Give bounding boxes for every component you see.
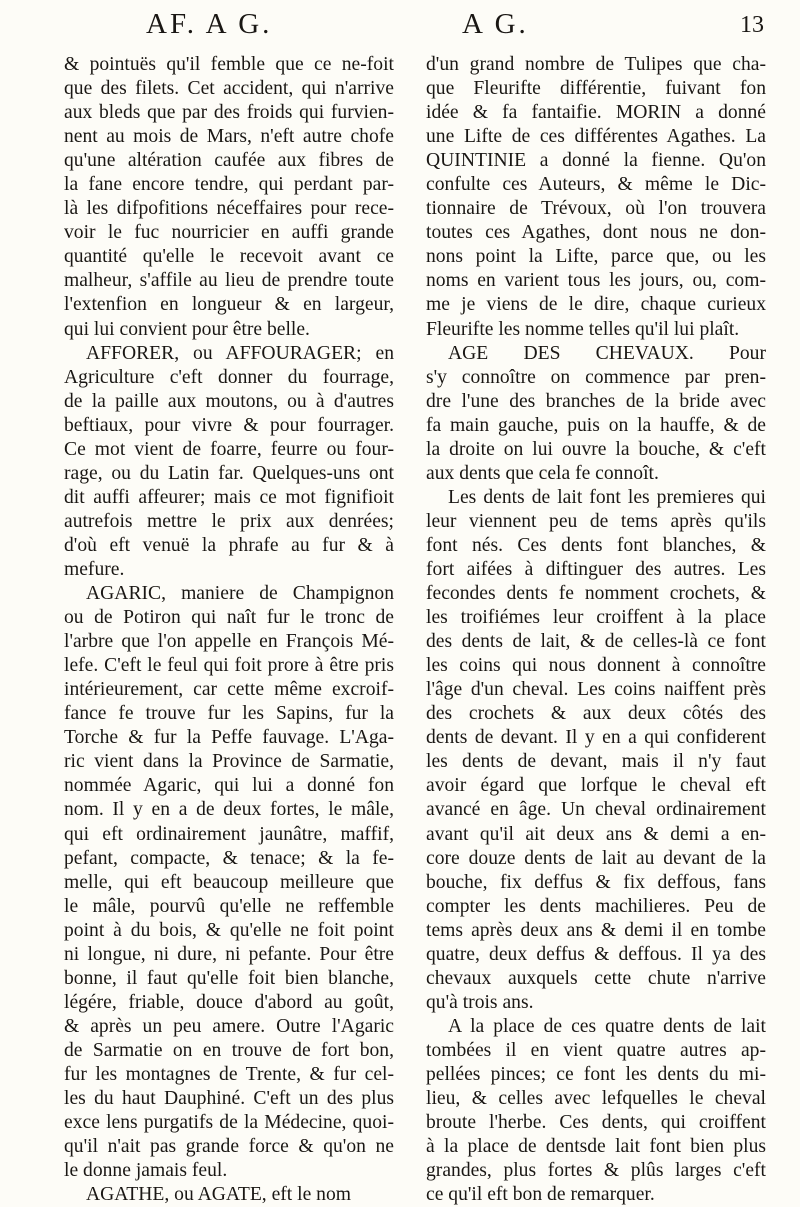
text-line: mefure. bbox=[64, 558, 125, 580]
text-line: ric vient dans la Province de Sarmatie, bbox=[64, 751, 394, 773]
text-line: nom. Il y en a de deux fortes, le mâle, bbox=[64, 799, 394, 821]
text-line: AGARIC, maniere de Champignon bbox=[86, 583, 394, 605]
text-line: nommée Agaric, qui lui a donné fon bbox=[64, 775, 394, 797]
text-line: tionnaire de Trévoux, où l'on trouvera bbox=[426, 198, 766, 220]
text-line: quatre, deux deffus & deffous. Il ya des bbox=[426, 943, 766, 965]
text-line: dents de devant. Il y en a qui confiderent bbox=[426, 727, 766, 749]
text-line: que des filets. Cet accident, qui n'arrive bbox=[64, 78, 394, 100]
text-line: là les difpofitions néceffaires pour rece- bbox=[64, 198, 394, 220]
text-line: qu'il n'ait pas grande force & qu'on ne bbox=[64, 1136, 394, 1158]
text-line: & après un peu amere. Outre l'Agaric bbox=[64, 1015, 394, 1037]
text-line: bouche, fix deffus & fix deffous, fans bbox=[426, 871, 766, 893]
text-line: d'un grand nombre de Tulipes que cha- bbox=[426, 54, 766, 75]
left-column bbox=[64, 53, 394, 1207]
text-line: beftiaux, pour vivre & pour fourrager. bbox=[64, 414, 394, 436]
text-line: une Lifte de ces différentes Agathes. La bbox=[426, 126, 766, 148]
text-line: qu'à trois ans. bbox=[426, 991, 534, 1013]
page-number: 13 bbox=[740, 12, 764, 38]
text-line: AGATHE, ou AGATE, eft le nom bbox=[86, 1184, 352, 1206]
text-line: tombées il en vient quatre autres ap- bbox=[426, 1039, 766, 1061]
text-line: les du haut Dauphiné. C'eft un des plus bbox=[64, 1088, 394, 1110]
text-line: des dents de lait, & de celles-là ce font bbox=[426, 631, 766, 653]
text-line: broute l'herbe. Ces dents, qui croiffent bbox=[426, 1112, 766, 1134]
header-left: AF. A G. bbox=[146, 8, 273, 40]
text-line: font nés. Ces dents font blanches, & bbox=[426, 534, 766, 556]
text-line: bonne, il faut qu'elle foit bien blanche, bbox=[64, 967, 394, 989]
text-line: l'âge d'un cheval. Les coins naiffent près bbox=[426, 679, 766, 701]
text-line: à la place de dentsde lait font bien plus bbox=[426, 1136, 766, 1158]
text-line: me je viens de le dire, chaque curieux bbox=[426, 294, 766, 316]
text-line: chevaux auxquels cette chute n'arrive bbox=[426, 967, 766, 989]
text-line: fort aifées à diftinguer des autres. Les bbox=[426, 558, 766, 580]
text-line: tems après deux ans & demi il en tombe bbox=[426, 919, 766, 941]
text-line: toutes ces Agathes, dont nous ne don- bbox=[426, 222, 766, 244]
text-line: les troifiémes leur croiffent à la place bbox=[426, 607, 766, 629]
text-line: qui eft ordinairement jaunâtre, maffif, bbox=[64, 823, 394, 845]
text-line: malheur, s'affile au lieu de prendre toute bbox=[64, 270, 394, 292]
text-line: exce lens purgatifs de la Médecine, quoi- bbox=[64, 1112, 394, 1134]
text-line: s'y connoître on commence par pren- bbox=[426, 366, 766, 388]
text-line: point à du bois, & qu'elle ne foit point bbox=[64, 919, 394, 941]
text-line: fecondes dents fe nomment crochets, & bbox=[426, 583, 766, 605]
right-column bbox=[426, 53, 766, 1207]
text-line: d'où eft venuë la phrafe au fur & à bbox=[64, 534, 394, 556]
text-line: dit auffi affeurer; mais ce mot fignifioit bbox=[64, 486, 394, 508]
text-line: noms en varient tous les jours, ou, com- bbox=[426, 270, 766, 292]
text-line: l'extenfion en longueur & en largeur, bbox=[64, 294, 394, 316]
text-line: Agriculture c'eft donner du fourrage, bbox=[64, 366, 394, 388]
text-line: fur les montagnes de Trente, & fur cel- bbox=[64, 1063, 394, 1085]
text-line: compter les dents machilieres. Peu de bbox=[426, 895, 766, 917]
text-line: QUINTINIE a donné la fienne. Qu'on bbox=[426, 150, 766, 172]
text-line: autrefois mettre le prix aux denrées; bbox=[64, 510, 394, 532]
text-line: idée & fa fantaifie. MORIN a donné bbox=[426, 102, 766, 124]
header-right: A G. bbox=[462, 8, 529, 40]
text-line: de Sarmatie on en trouve de fort bon, bbox=[64, 1039, 394, 1061]
text-line: AGE DES CHEVAUX. Pour bbox=[448, 342, 766, 364]
text-line: la droite on lui ouvre la bouche, & c'eft bbox=[426, 438, 766, 460]
running-header bbox=[0, 8, 800, 52]
text-line: légére, friable, douce d'abord au goût, bbox=[64, 991, 394, 1013]
text-line: core douze dents de lait au devant de la bbox=[426, 847, 766, 869]
text-line: aux bleds que par des froids qui furvien- bbox=[64, 102, 394, 124]
text-line: aux dents que cela fe connoît. bbox=[426, 462, 659, 484]
text-line: qu'une altération caufée aux fibres de bbox=[64, 150, 394, 172]
text-line: dre l'une des branches de la bride avec bbox=[426, 390, 766, 412]
text-line: avant qu'il ait deux ans & demi a en- bbox=[426, 823, 766, 845]
text-line: lieu, & celles avec lefquelles le cheval bbox=[426, 1088, 766, 1110]
text-line: intérieurement, car cette même excroif- bbox=[64, 679, 394, 701]
text-line: les dents de devant, mais il n'y faut bbox=[426, 751, 766, 773]
text-line: Torche & fur la Peffe fauvage. L'Aga- bbox=[64, 727, 394, 749]
text-line: lefe. C'eft le feul qui foit prore à être pris bbox=[64, 655, 394, 677]
text-line: & pointuës qu'il femble que ce ne-foit bbox=[64, 54, 394, 75]
text-line: pellées pinces; ce font les dents du mi- bbox=[426, 1063, 766, 1085]
text-line: ou de Potiron qui naît fur le tronc de bbox=[64, 607, 394, 629]
text-line: la fane encore tendre, qui perdant par- bbox=[64, 174, 394, 196]
text-line: grandes, plus fortes & plûs larges c'eft bbox=[426, 1160, 766, 1182]
text-line: des crochets & aux deux côtés des bbox=[426, 703, 766, 725]
text-line: confulte ces Auteurs, & même le Dic- bbox=[426, 174, 766, 196]
text-line: AFFORER, ou AFFOURAGER; en bbox=[86, 342, 394, 364]
text-line: quantité qu'elle le recevoit avant ce bbox=[64, 246, 394, 268]
text-line: Fleurifte les nomme telles qu'il lui plaît. bbox=[426, 318, 740, 340]
text-line: Les dents de lait font les premieres qui bbox=[448, 486, 766, 508]
text-line: ce qu'il eft bon de remarquer. bbox=[426, 1184, 655, 1206]
text-line: voir le fuc nourricier en auffi grande bbox=[64, 222, 394, 244]
text-line: le donne jamais feul. bbox=[64, 1160, 228, 1182]
text-line: avancé en âge. Un cheval ordinairement bbox=[426, 799, 766, 821]
text-line: rage, ou du Latin far. Quelques-uns ont bbox=[64, 462, 394, 484]
text-line: qui lui convient pour être belle. bbox=[64, 318, 310, 340]
text-line: le mâle, pourvû qu'elle ne reffemble bbox=[64, 895, 394, 917]
text-line: que Fleurifte différentie, fuivant fon bbox=[426, 78, 766, 100]
text-line: Ce mot vient de foarre, feurre ou four- bbox=[64, 438, 394, 460]
text-line: nent au mois de Mars, n'eft autre chofe bbox=[64, 126, 394, 148]
text-line: ni longue, ni dure, ni pefante. Pour être bbox=[64, 943, 394, 965]
text-line: avoir égard que lorfque le cheval eft bbox=[426, 775, 766, 797]
text-line: fa main gauche, puis on la hauffe, & de bbox=[426, 414, 766, 436]
text-line: A la place de ces quatre dents de lait bbox=[448, 1015, 766, 1037]
text-line: melle, qui eft beaucoup meilleure que bbox=[64, 871, 394, 893]
text-line: fance fe trouve fur les Sapins, fur la bbox=[64, 703, 394, 725]
text-line: leur viennent peu de tems après qu'ils bbox=[426, 510, 766, 532]
text-line: nons point la Lifte, parce que, ou les bbox=[426, 246, 766, 268]
text-line: de la paille aux moutons, ou à d'autres bbox=[64, 390, 394, 412]
text-line: pefant, compacte, & tenace; & la fe- bbox=[64, 847, 394, 869]
text-line: l'arbre que l'on appelle en François Mé- bbox=[64, 631, 394, 653]
text-line: les coins qui nous donnent à connoître bbox=[426, 655, 766, 677]
